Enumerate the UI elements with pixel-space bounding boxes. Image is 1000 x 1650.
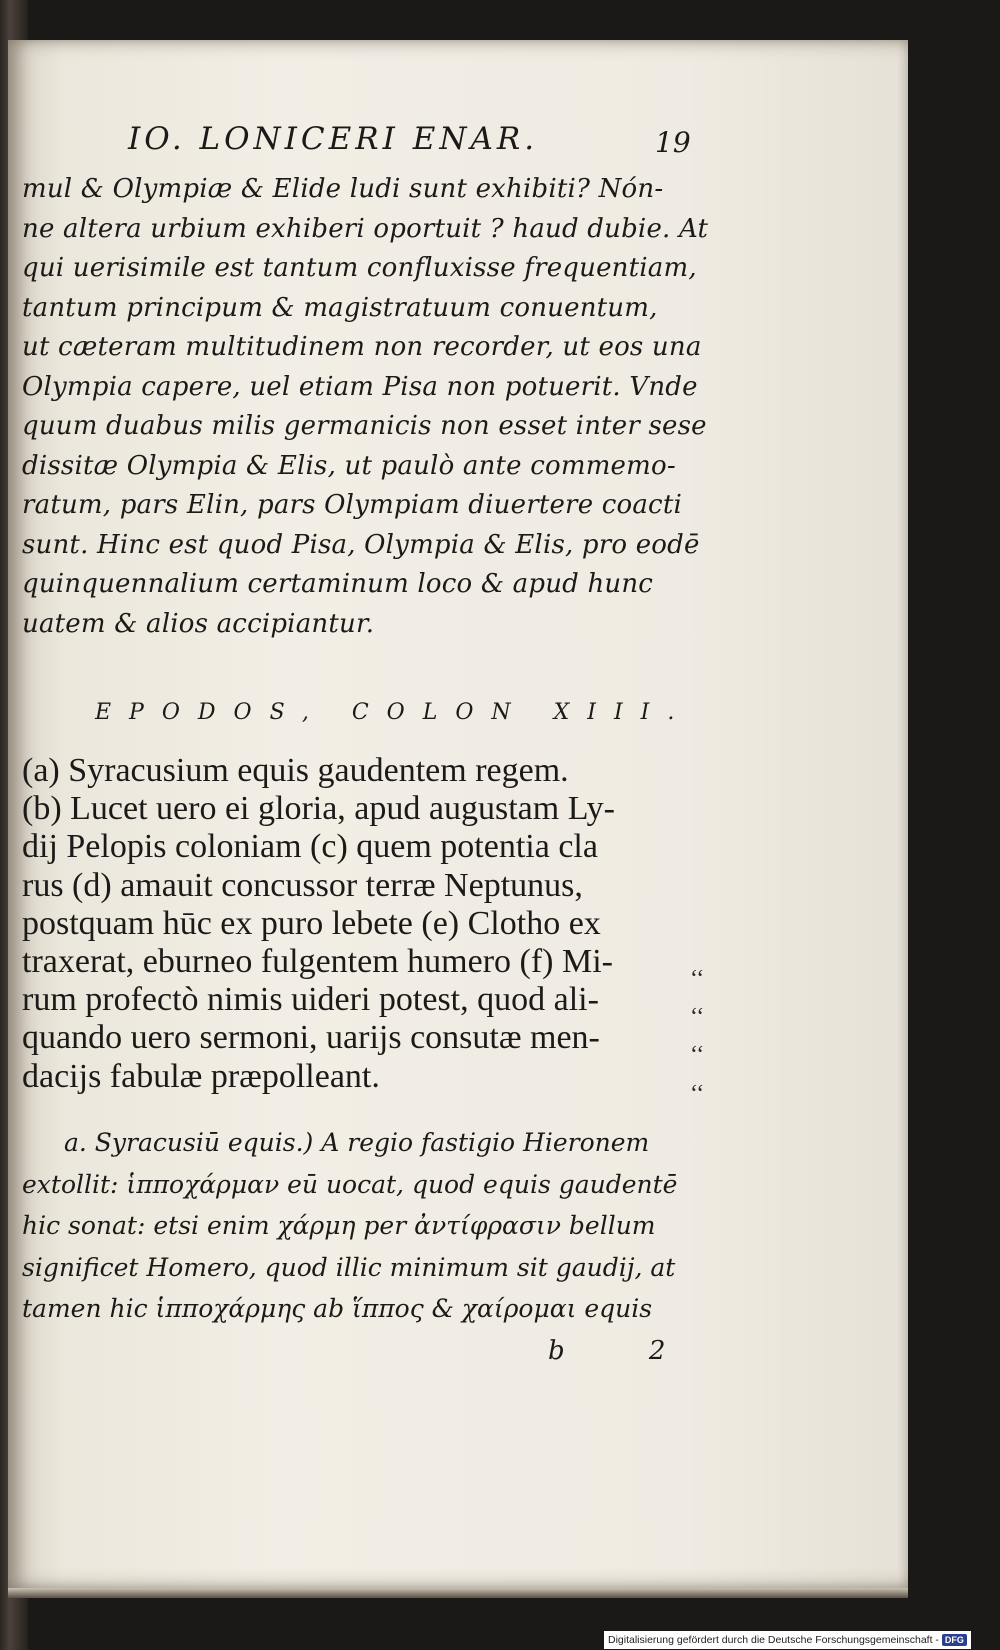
text-line: (b) Lucet uero ei gloria, apud augustam Ly-	[22, 790, 615, 828]
funding-credit	[604, 1631, 971, 1649]
text-line: tantum principum & magistratuum conuentum,	[22, 292, 658, 323]
text-line: mul & Olympiæ & Elide ludi sunt exhibiti? Nón-	[22, 174, 664, 204]
page-number: 19	[655, 126, 691, 159]
text-line: ut cæteram multitudinem non recorder, ut eos una	[22, 332, 702, 362]
text-line: extollit: ἱπποχάρμαν eū uocat, quod equis gaudentē	[22, 1169, 678, 1199]
text-line: hic sonat: etsi enim χάρμη per ἀντίφρασιν bellum	[22, 1211, 656, 1240]
text-line: quando uero sermoni, uarijs consutæ men-	[22, 1019, 600, 1057]
text-line: traxerat, eburneo fulgentem humero (f) Mi-	[22, 942, 613, 980]
quote-mark: ‘‘	[690, 1004, 705, 1031]
quote-mark: ‘‘	[690, 1080, 705, 1107]
signature-mark: b 2	[548, 1336, 704, 1366]
text-line: quum duabus milis germanicis non esset inter sese	[22, 411, 707, 441]
text-line: dissitæ Olympia & Elis, ut paulò ante commemo-	[22, 450, 676, 481]
section-title: EPODOS, COLON XIII.	[95, 700, 693, 725]
text-line: postquam hūc ex puro lebete (e) Clotho ex	[22, 904, 601, 942]
commentary-top	[22, 170, 709, 644]
text-line: (a) Syracusium equis gaudentem regem.	[22, 752, 569, 789]
text-line: significet Homero, quod illic minimum sit gaudij, at	[22, 1252, 676, 1282]
text-line: rum profectò nimis uideri potest, quod ali-	[22, 981, 599, 1019]
text-line: dacijs fabulæ præpolleant.	[22, 1057, 380, 1095]
text-line: Olympia capere, uel etiam Pisa non potuerit. Vnde	[22, 371, 698, 402]
text-line: quinquennalium certaminum loco & apud hunc	[22, 569, 654, 599]
text-line: ratum, pars Elin, pars Olympiam diuertere coacti	[22, 490, 682, 520]
text-line: rus (d) amauit concussor terræ Neptunus,	[22, 866, 583, 904]
marginal-quote-marks	[690, 960, 730, 1113]
text-line: uatem & alios accipiantur.	[22, 608, 375, 639]
running-title: IO. LONICERI ENAR.	[128, 121, 539, 157]
text-line: dij Pelopis coloniam (c) quem potentia cla	[22, 828, 598, 866]
quote-mark: ‘‘	[690, 1042, 705, 1069]
text-line: a. Syracusiū equis.) A regio fastigio Hieronem	[64, 1128, 650, 1157]
page-bottom-edge	[8, 1588, 908, 1598]
text-line: sunt. Hinc est quod Pisa, Olympia & Elis, pro eodē	[22, 529, 700, 560]
note-block	[22, 1122, 702, 1330]
dfg-logo: DFG	[942, 1634, 967, 1646]
quote-mark: ‘‘	[690, 966, 705, 992]
credit-text: Digitalisierung gefördert durch die Deutsche Forschungsgemeinschaft -	[608, 1634, 939, 1646]
translation-block	[22, 752, 702, 1096]
text-line: qui uerisimile est tantum confluxisse frequentiam,	[22, 253, 697, 283]
text-line: ne altera urbium exhiberi oportuit ? haud dubie. At	[22, 213, 709, 244]
text-line: tamen hic ἱπποχάρμης ab ἵππος & χαίρομαι equis	[22, 1294, 653, 1323]
